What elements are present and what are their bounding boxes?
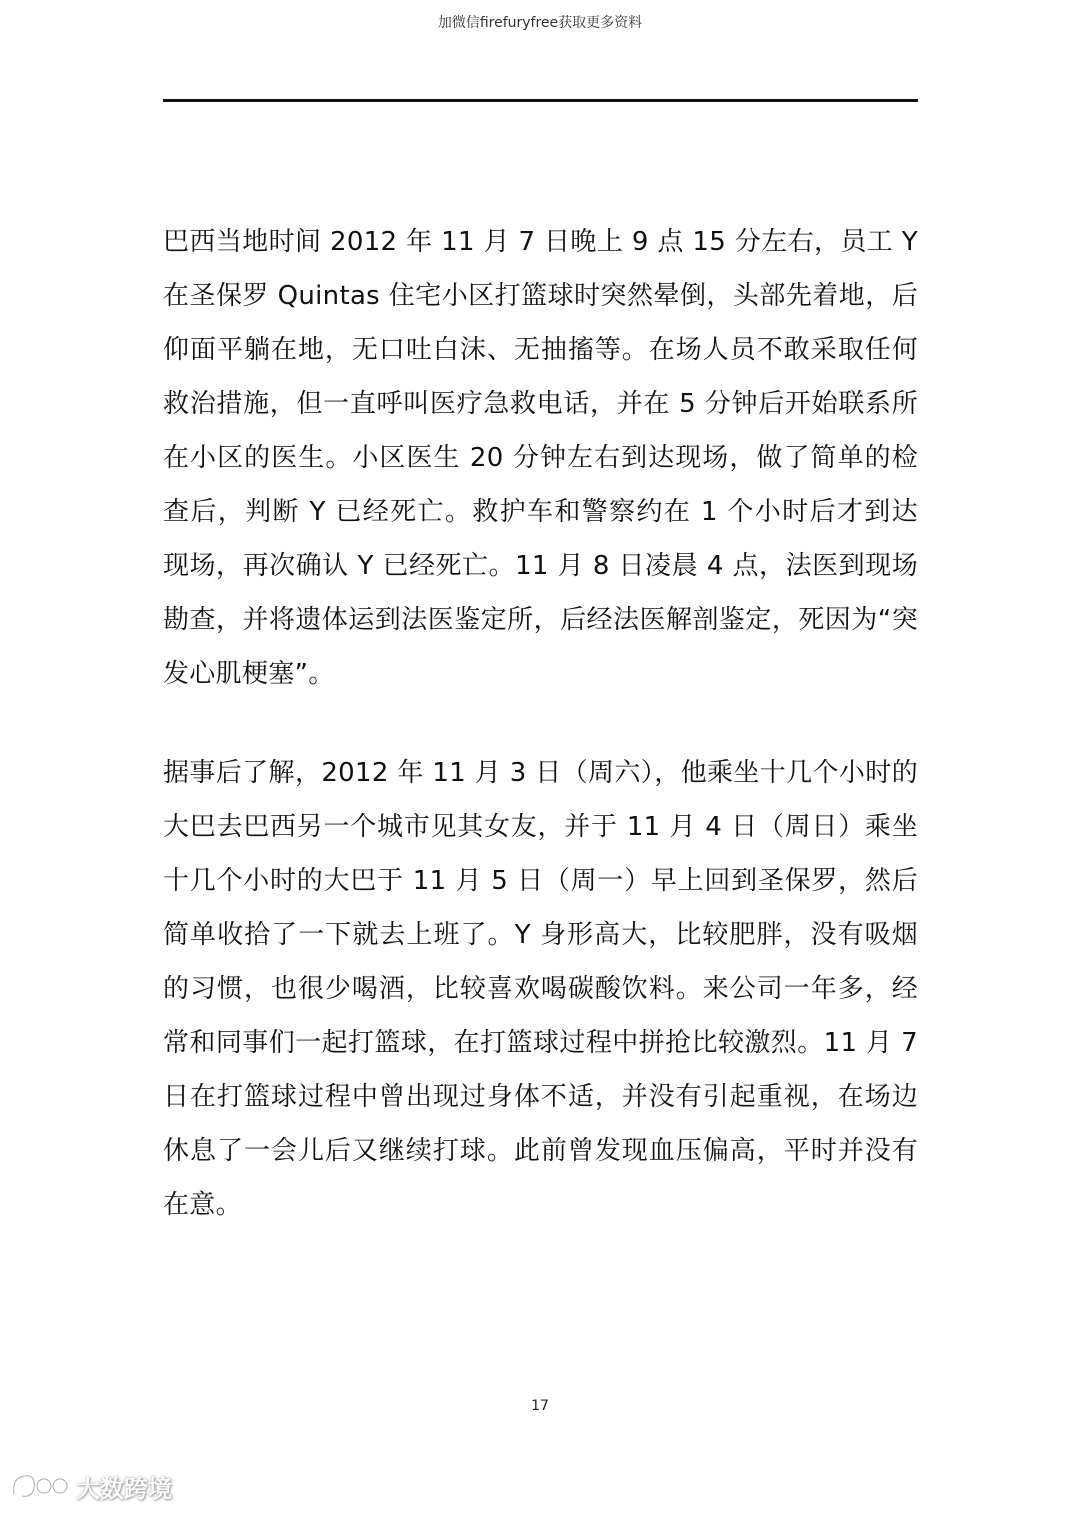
text-line: 十几个小时的大巴于 11 月 5 日（周一）早上回到圣保罗，然后 [163,866,918,896]
text-line: 大巴去巴西另一个城市见其女友，并于 11 月 4 日（周日）乘坐 [163,812,918,842]
logo-icon [10,1468,70,1504]
text-line: 现场，再次确认 Y 已经死亡。11 月 8 日凌晨 4 点，法医到现场 [163,551,918,581]
page-header: 加微信firefuryfree获取更多资料 [437,15,643,31]
text-line: 查后，判断 Y 已经死亡。救护车和警察约在 1 个小时后才到达 [163,497,918,527]
text-line: 在圣保罗 Quintas 住宅小区打篮球时突然晕倒，头部先着地，后 [163,281,918,311]
text-line: 仰面平躺在地，无口吐白沫、无抽搐等。在场人员不敢采取任何 [163,335,918,365]
paragraph-1 [163,215,918,701]
text-line: 据事后了解，2012 年 11 月 3 日（周六），他乘坐十几个小时的 [163,758,918,788]
text-line: 在小区的医生。小区医生 20 分钟左右到达现场，做了简单的检 [163,443,918,473]
page-number: 17 [531,1398,549,1414]
text-line: 在意。 [163,1190,242,1220]
text-line: 救治措施，但一直呼叫医疗急救电话，并在 5 分钟后开始联系所 [163,389,918,419]
paragraph-2 [163,746,918,1232]
watermark [10,1466,172,1506]
watermark-text: 大数跨境 [76,1474,172,1503]
text-line: 发心肌梗塞”。 [163,659,335,689]
text-line: 休息了一会儿后又继续打球。此前曾发现血压偏高，平时并没有 [163,1136,918,1166]
text-line: 的习惯，也很少喝酒，比较喜欢喝碳酸饮料。来公司一年多，经 [163,974,918,1004]
text-line: 常和同事们一起打篮球，在打篮球过程中拼抢比较激烈。11 月 7 [163,1028,918,1058]
text-line: 巴西当地时间 2012 年 11 月 7 日晚上 9 点 15 分左右，员工 Y [163,227,918,257]
text-line: 简单收拾了一下就去上班了。Y 身形高大，比较肥胖，没有吸烟 [163,920,918,950]
text-line: 日在打篮球过程中曾出现过身体不适，并没有引起重视，在场边 [163,1082,918,1112]
text-line: 勘查，并将遗体运到法医鉴定所，后经法医解剖鉴定，死因为“突 [163,605,918,635]
header-divider [163,99,918,102]
